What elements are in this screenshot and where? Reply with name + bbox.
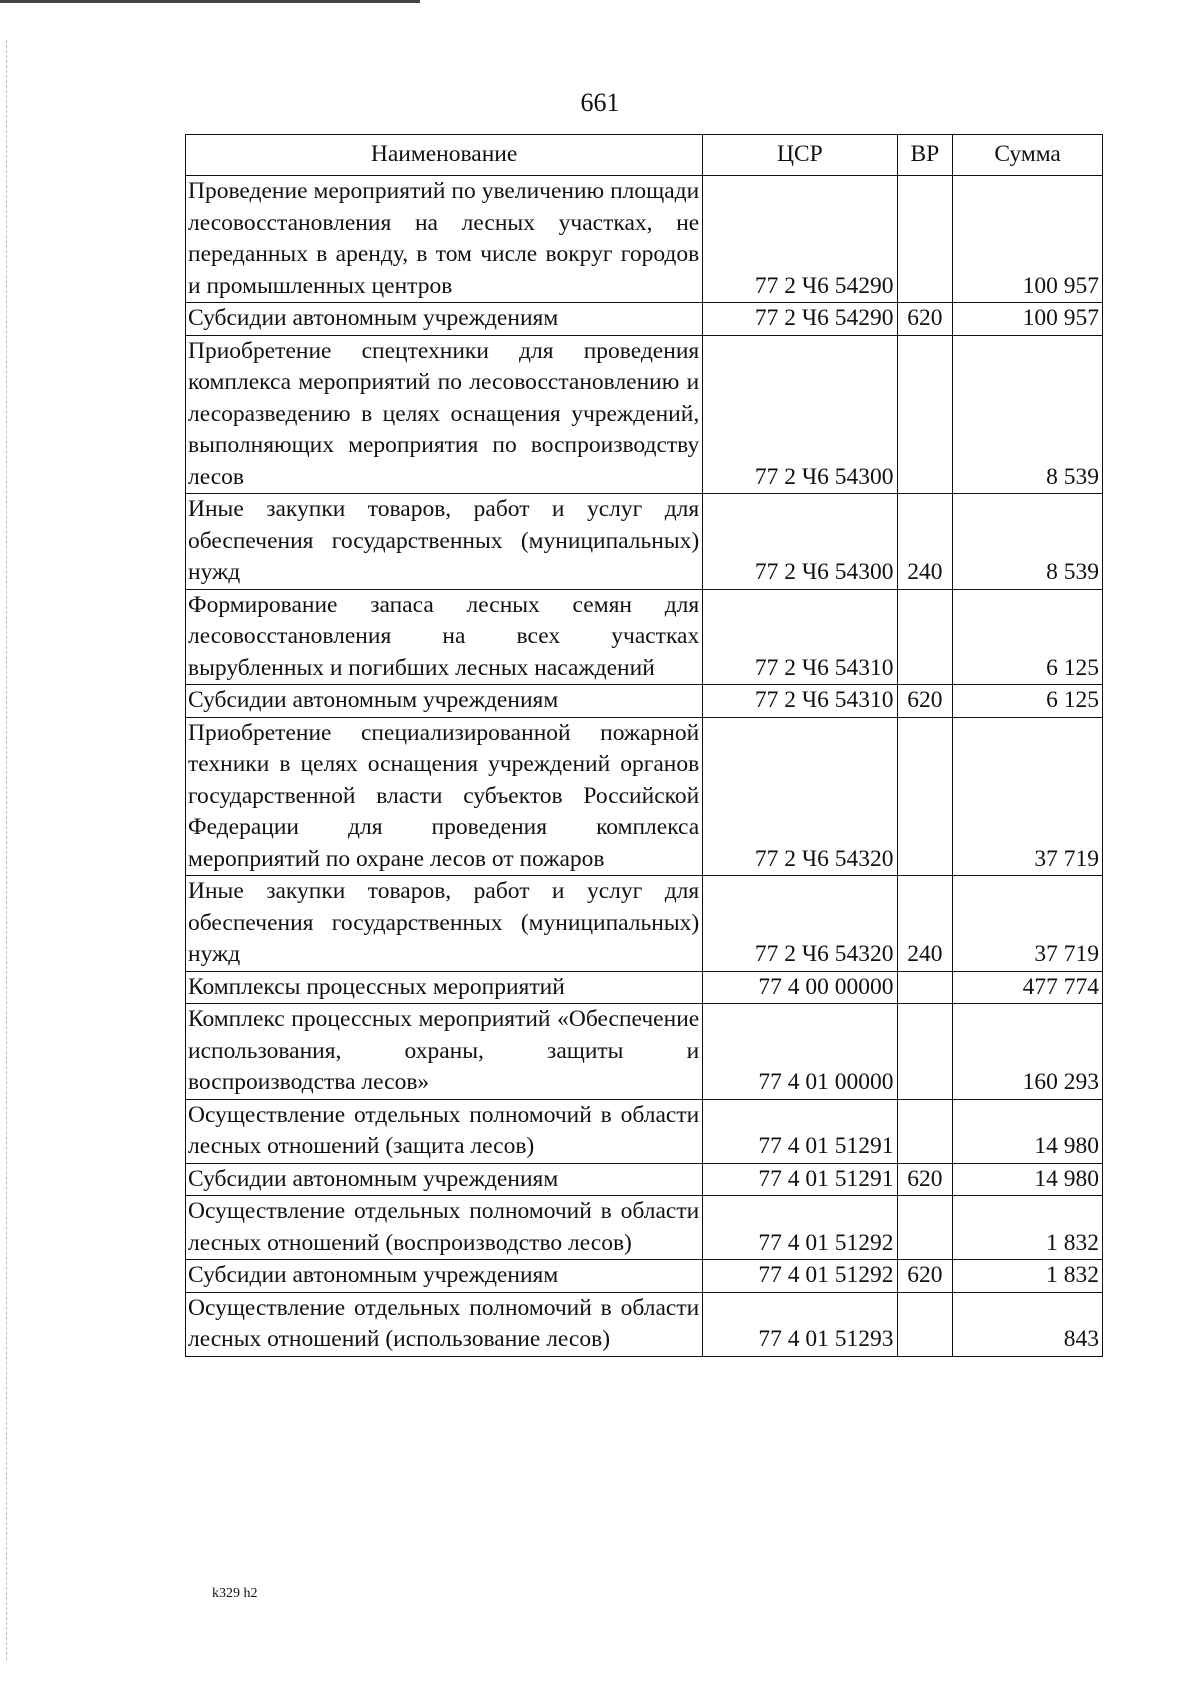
row-sum: 8 539 (953, 494, 1103, 590)
row-vr: 620 (897, 1260, 953, 1293)
row-vr: 240 (897, 876, 953, 972)
row-sum: 160 293 (953, 1004, 1103, 1100)
row-csr: 77 4 01 51293 (703, 1292, 897, 1356)
row-name: Субсидии автономным учреждениям (186, 685, 703, 718)
row-csr: 77 2 Ч6 54320 (703, 717, 897, 876)
row-vr (897, 1004, 953, 1100)
row-sum: 37 719 (953, 717, 1103, 876)
row-name: Иные закупки товаров, работ и услуг для обеспечения государственных (муниципальных) нужд (186, 876, 703, 972)
row-name: Субсидии автономным учреждениям (186, 1260, 703, 1293)
table-row (186, 1196, 1103, 1260)
row-vr (897, 1196, 953, 1260)
table-row (186, 876, 1103, 972)
row-name: Комплексы процессных мероприятий (186, 971, 703, 1004)
header-vr: ВР (897, 135, 953, 176)
header-sum: Сумма (953, 135, 1103, 176)
row-name: Субсидии автономным учреждениям (186, 303, 703, 336)
row-vr: 620 (897, 1163, 953, 1196)
top-scan-rule (0, 0, 420, 3)
header-csr: ЦСР (703, 135, 897, 176)
row-name: Осуществление отдельных полномочий в области лесных отношений (воспроизводство лесов) (186, 1196, 703, 1260)
row-name: Иные закупки товаров, работ и услуг для обеспечения государственных (муниципальных) нужд (186, 494, 703, 590)
row-vr (897, 1099, 953, 1163)
row-sum: 843 (953, 1292, 1103, 1356)
table-row (186, 1004, 1103, 1100)
row-vr (897, 717, 953, 876)
row-sum: 100 957 (953, 303, 1103, 336)
row-sum: 8 539 (953, 335, 1103, 494)
budget-table (185, 134, 1103, 1357)
table-row (186, 1292, 1103, 1356)
row-sum: 14 980 (953, 1163, 1103, 1196)
row-csr: 77 4 01 51291 (703, 1099, 897, 1163)
table-row (186, 685, 1103, 718)
row-name: Комплекс процессных мероприятий «Обеспечение использования, охраны, защиты и воспроизводства лесов» (186, 1004, 703, 1100)
row-vr: 240 (897, 494, 953, 590)
table-row (186, 1099, 1103, 1163)
row-sum: 1 832 (953, 1260, 1103, 1293)
table-row (186, 303, 1103, 336)
row-sum: 1 832 (953, 1196, 1103, 1260)
table-row (186, 335, 1103, 494)
row-vr (897, 589, 953, 685)
footer-code: k329 h2 (212, 1586, 258, 1601)
page-number: 661 (580, 88, 620, 117)
row-csr: 77 2 Ч6 54310 (703, 685, 897, 718)
table-row (186, 494, 1103, 590)
row-name: Субсидии автономным учреждениям (186, 1163, 703, 1196)
table-row (186, 176, 1103, 303)
row-csr: 77 4 01 51292 (703, 1260, 897, 1293)
row-vr (897, 176, 953, 303)
row-name: Приобретение специализированной пожарной техники в целях оснащения учреждений органов государственной власти субъектов Российской Федерации для проведения комплекса мероприятий по охране лесов от пожаров (186, 717, 703, 876)
scan-edge-line (6, 40, 8, 1660)
table-row (186, 717, 1103, 876)
row-name: Осуществление отдельных полномочий в области лесных отношений (использование лесов) (186, 1292, 703, 1356)
header-name: Наименование (186, 135, 703, 176)
row-csr: 77 4 01 51291 (703, 1163, 897, 1196)
row-vr (897, 335, 953, 494)
row-csr: 77 2 Ч6 54290 (703, 303, 897, 336)
table-header-row (186, 135, 1103, 176)
row-vr (897, 971, 953, 1004)
row-csr: 77 2 Ч6 54300 (703, 494, 897, 590)
row-sum: 14 980 (953, 1099, 1103, 1163)
row-vr: 620 (897, 685, 953, 718)
table-row (186, 1163, 1103, 1196)
row-csr: 77 4 01 00000 (703, 1004, 897, 1100)
row-name: Осуществление отдельных полномочий в области лесных отношений (защита лесов) (186, 1099, 703, 1163)
table-row (186, 589, 1103, 685)
table-row (186, 971, 1103, 1004)
row-name: Формирование запаса лесных семян для лесовосстановления на всех участках вырубленных и погибших лесных насаждений (186, 589, 703, 685)
row-vr (897, 1292, 953, 1356)
row-vr: 620 (897, 303, 953, 336)
row-csr: 77 2 Ч6 54290 (703, 176, 897, 303)
row-csr: 77 2 Ч6 54300 (703, 335, 897, 494)
row-csr: 77 2 Ч6 54310 (703, 589, 897, 685)
row-sum: 6 125 (953, 589, 1103, 685)
row-csr: 77 4 01 51292 (703, 1196, 897, 1260)
row-sum: 477 774 (953, 971, 1103, 1004)
row-name: Проведение мероприятий по увеличению площади лесовосстановления на лесных участках, не переданных в аренду, в том числе вокруг городов и промышленных центров (186, 176, 703, 303)
row-sum: 100 957 (953, 176, 1103, 303)
row-sum: 37 719 (953, 876, 1103, 972)
table-row (186, 1260, 1103, 1293)
row-sum: 6 125 (953, 685, 1103, 718)
row-csr: 77 2 Ч6 54320 (703, 876, 897, 972)
row-name: Приобретение спецтехники для проведения комплекса мероприятий по лесовосстановлению и лесоразведению в целях оснащения учреждений, выполняющих мероприятия по воспроизводству лесов (186, 335, 703, 494)
row-csr: 77 4 00 00000 (703, 971, 897, 1004)
